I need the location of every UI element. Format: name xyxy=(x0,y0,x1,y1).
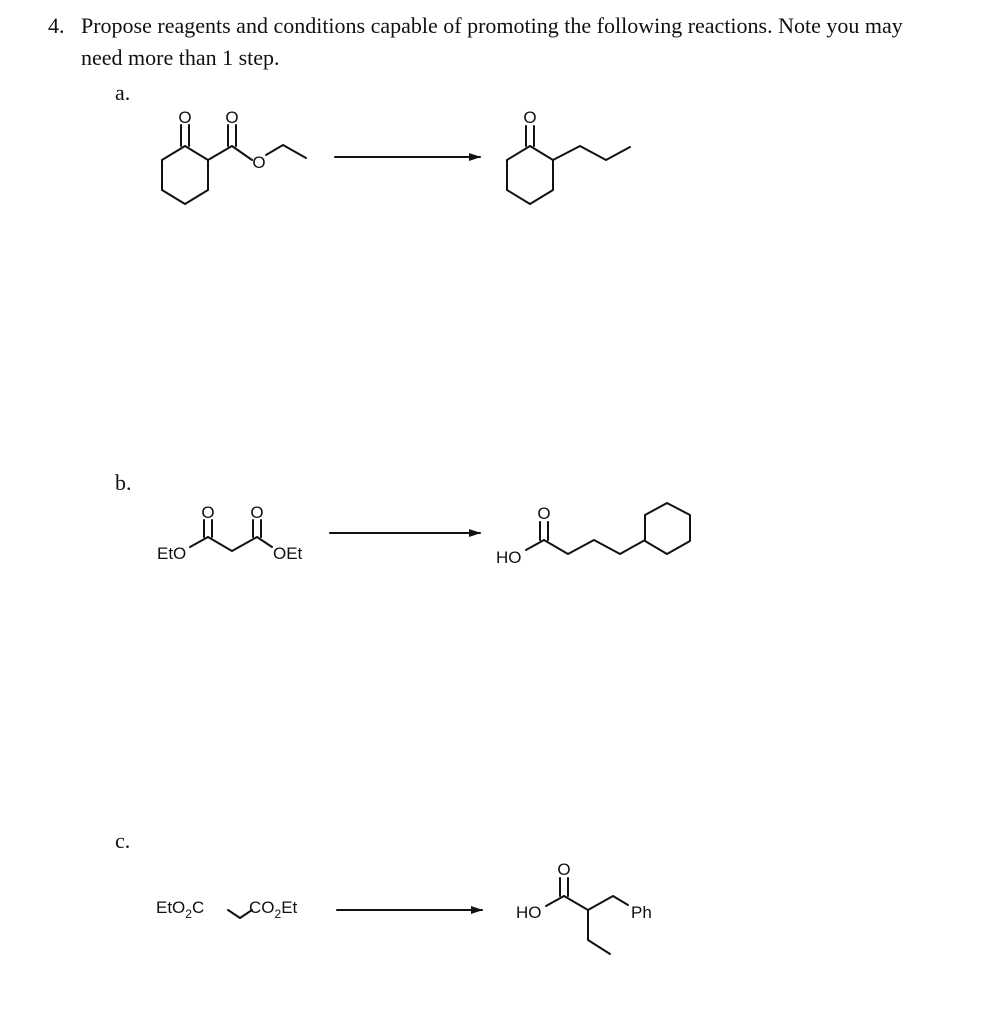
acid-oxygen-label: O xyxy=(537,504,551,523)
propyl-chain-bonds xyxy=(553,146,630,160)
left-ester-part-1: EtO xyxy=(156,898,186,917)
right-ester-label: OEt xyxy=(273,544,303,563)
ketone-oxygen-label: O xyxy=(523,108,537,127)
right-ester-subscript: 2 xyxy=(274,907,282,921)
part-b-product xyxy=(496,503,690,567)
ho-bond xyxy=(546,896,564,906)
part-a-starting-material xyxy=(162,108,306,204)
phenyl-label: Ph xyxy=(631,903,652,922)
right-ester-part-2: Et xyxy=(281,898,298,917)
chain-bonds xyxy=(208,146,252,160)
chain-bonds xyxy=(544,540,645,554)
acid-oxygen-label: O xyxy=(557,860,571,879)
question-number: 4. xyxy=(48,13,65,38)
part-b-starting-material xyxy=(157,503,303,563)
ethoxy-bonds xyxy=(266,145,306,158)
part-a-label: a. xyxy=(115,80,131,105)
part-b-label: b. xyxy=(115,470,132,495)
left-ester-part-2: C xyxy=(191,898,205,917)
backbone-bonds xyxy=(208,537,272,551)
cyclohexyl-ring-bonds xyxy=(645,503,690,554)
benzyl-chain-bonds xyxy=(564,896,628,910)
left-ester-group xyxy=(156,898,204,921)
right-ester-part-1: CO xyxy=(249,898,275,917)
ho-bond xyxy=(526,540,544,550)
ring-bonds xyxy=(507,146,553,204)
left-ester-subscript: 2 xyxy=(185,907,192,921)
part-c-starting-material xyxy=(156,898,298,921)
hydroxyl-label: HO xyxy=(496,548,522,567)
part-c-label: c. xyxy=(115,828,131,853)
hydroxyl-label: HO xyxy=(516,903,542,922)
right-carbonyl-oxygen-label: O xyxy=(250,503,264,522)
eto-bond xyxy=(190,537,208,547)
ester-oxygen-label: O xyxy=(252,153,266,172)
part-a-product xyxy=(507,108,630,204)
ester-carbonyl-oxygen-label: O xyxy=(225,108,239,127)
ring-bonds xyxy=(162,146,208,204)
ethyl-branch-bonds xyxy=(588,910,610,954)
question-text: Propose reagents and conditions capable of promoting the following reactions. Note you may need more than 1 step. xyxy=(81,13,903,70)
ketone-oxygen-label: O xyxy=(178,108,192,127)
left-ester-label: EtO xyxy=(157,544,187,563)
part-c-product xyxy=(516,860,652,954)
left-carbonyl-oxygen-label: O xyxy=(201,503,215,522)
right-ester-group xyxy=(249,898,298,921)
